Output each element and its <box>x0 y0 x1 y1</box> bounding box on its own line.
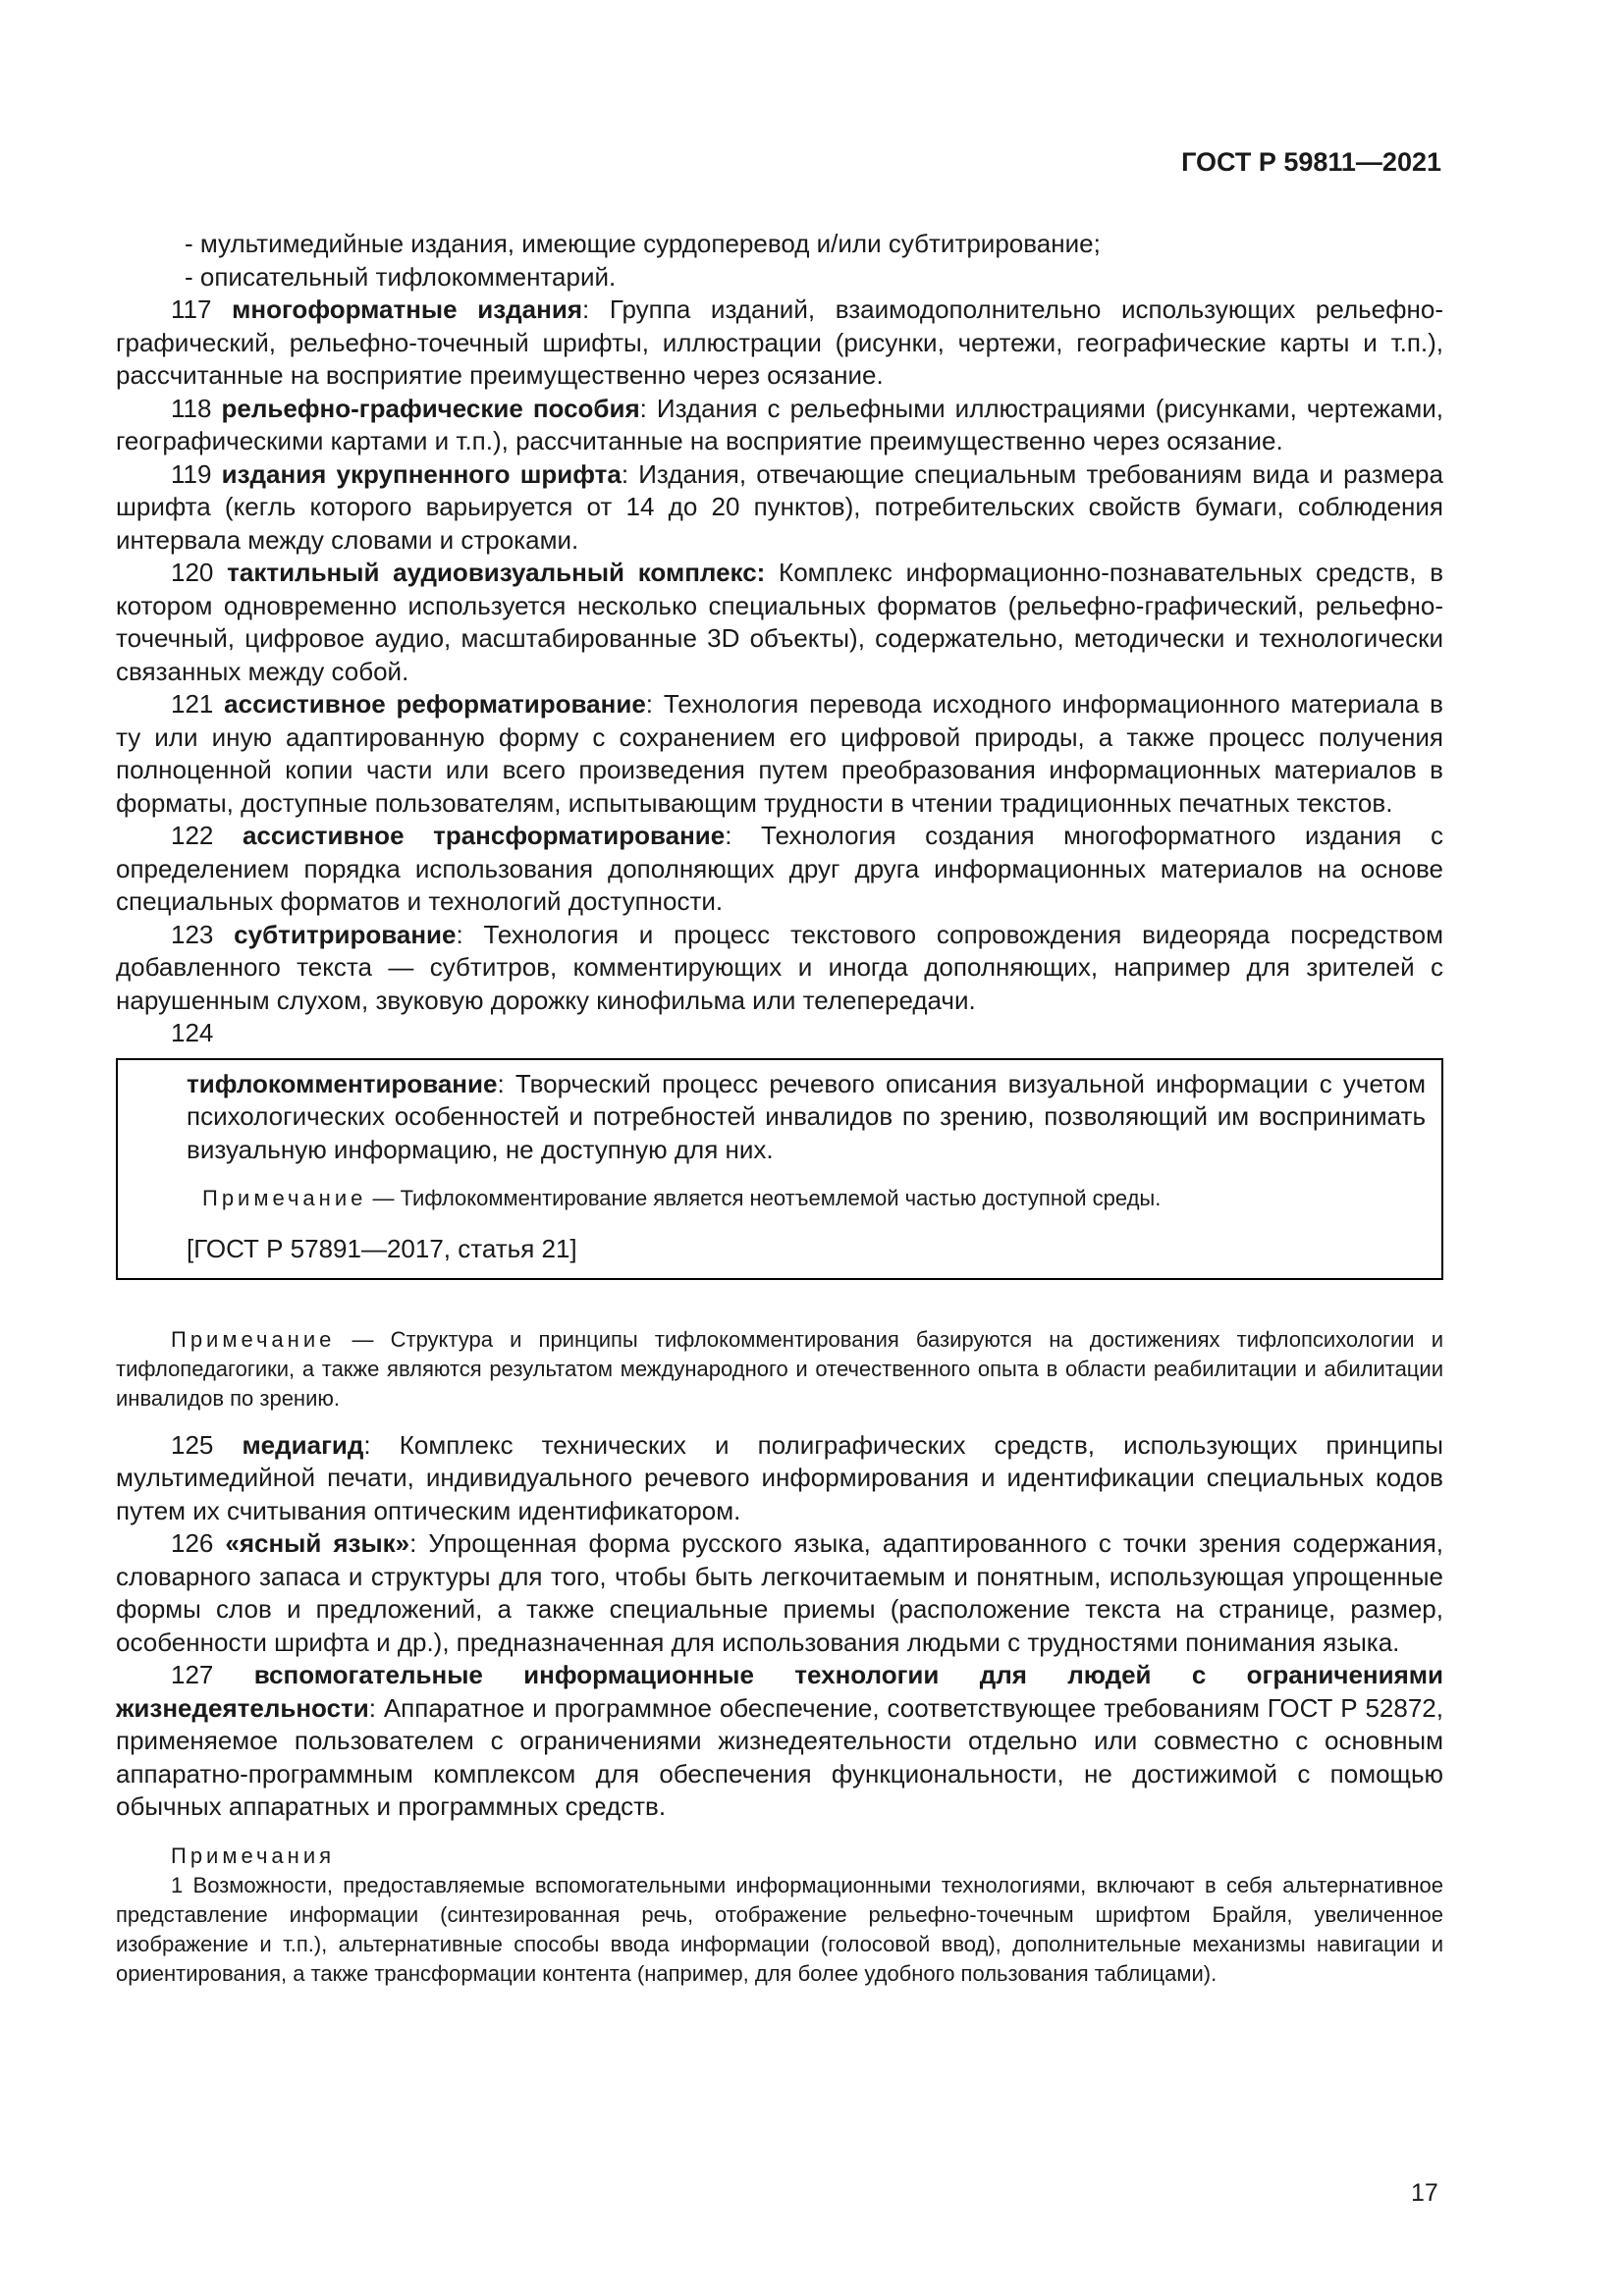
note-text: — Тифлокомментирование является неотъемлемой частью доступной среды. <box>366 1186 1162 1210</box>
page-number: 17 <box>1411 2179 1438 2207</box>
entry-119 <box>116 458 1443 558</box>
entry-definition: : Технология перевода исходного информационного материала в ту или иную адаптированную форму с сохранением его цифровой природы, а также процесс получения полноценной копии части или всего произведения путем преобразования информационных материалов в форматы, доступные пользователям, испытывающим трудности в чтении традиционных печатных текстов. <box>116 689 1443 818</box>
entry-number: 118 <box>171 393 222 423</box>
notes-label: Примечания <box>171 1842 336 1868</box>
entry-125 <box>116 1429 1443 1528</box>
entry-definition: : Технология создания многоформатного издания с определением порядка использования дополняющих друг друга информационных материалов на основе специальных форматов и технологий доступности. <box>116 821 1443 916</box>
entry-123 <box>116 919 1443 1018</box>
entry-term: ассистивное реформатирование <box>224 689 646 719</box>
entry-definition: : Издания с рельефными иллюстрациями (рисунками, чертежами, географическими картами и т.п.), рассчитанные на восприятие преимущественно через осязание. <box>116 393 1443 455</box>
entry-term: издания укрупненного шрифта <box>221 458 622 489</box>
notes-127 <box>116 1842 1443 1989</box>
note-after-124 <box>116 1325 1443 1414</box>
entry-number: 117 <box>171 294 233 324</box>
entry-122 <box>116 820 1443 919</box>
entry-121 <box>116 688 1443 820</box>
entry-definition: : Комплекс технических и полиграфических средств, использующих принципы мультимедийной печати, индивидуального речевого информирования и идентификации специальных кодов путем их считывания оптическим идентификатором. <box>116 1429 1443 1525</box>
note-label: Примечание <box>202 1186 367 1210</box>
document-header-id: ГОСТ Р 59811—2021 <box>1181 147 1441 177</box>
entry-124-box <box>116 1058 1443 1280</box>
entry-127 <box>116 1659 1443 1824</box>
entry-124 <box>187 1068 1426 1167</box>
entry-118 <box>116 393 1443 458</box>
entry-124-note <box>187 1184 1426 1213</box>
entry-124-number: 124 <box>171 1018 214 1047</box>
entry-term: «ясный язык» <box>225 1528 410 1558</box>
entry-term: ассистивное трансформатирование <box>242 821 726 850</box>
entry-term: субтитрирование <box>234 919 457 949</box>
entry-126 <box>116 1527 1443 1659</box>
entry-number: 125 <box>171 1429 243 1460</box>
entry-definition: : Творческий процесс речевого описания визуальной информации с учетом психологических особенностей и потребностей инвалидов по зрению, позволяющий им воспринимать визуальную информацию, не доступную для них. <box>187 1068 1426 1164</box>
entry-number: 122 <box>171 821 243 850</box>
entry-term: многоформатные издания <box>232 294 582 324</box>
entry-definition: Комплекс информационно-познавательных средств, в котором одновременно используется несколько специальных форматов (рельефно-графический, рельефно-точечный, цифровое аудио, масштабированные 3D объекты), содержательно, методически и технологически связанных между собой. <box>116 558 1444 686</box>
entry-number: 123 <box>171 919 235 949</box>
note-text: — Структура и принципы тифлокомментирования базируются на достижениях тифлопсихологии и тифлопедагогики, а также являются результатом международного и отечественного опыта в области реабилитации и абилитации инвалидов по зрению. <box>116 1326 1443 1411</box>
entry-term: медиагид <box>242 1429 364 1460</box>
entry-124-source: [ГОСТ Р 57891—2017, статья 21] <box>187 1234 577 1263</box>
bullet-item: - мультимедийные издания, имеющие сурдоперевод и/или субтитрирование; <box>185 229 1101 258</box>
entry-definition: : Технология и процесс текстового сопровождения видеоряда посредством добавленного текста — субтитров, комментирующих и иногда дополняющих, например для зрителей с нарушенным слухом, звуковую дорожку кинофильма или телепередачи. <box>116 919 1443 1015</box>
entry-number: 119 <box>171 458 222 489</box>
note-label: Примечание <box>171 1326 336 1352</box>
entry-definition: : Аппаратное и программное обеспечение, соответствующее требованиям ГОСТ Р 52872, применяемое пользователем с ограничениями жизнедеятельности отдельно или совместно с основным аппаратно-программным комплексом для обеспечения функциональности, не достижимой с помощью обычных аппаратных и программных средств. <box>116 1692 1443 1821</box>
entry-number: 126 <box>171 1528 226 1558</box>
entry-117 <box>116 294 1443 393</box>
entry-definition: : Группа изданий, взаимодополнительно использующих рельефно-графический, рельефно-точечный шрифты, иллюстрации (рисунки, чертежи, географические карты и т.п.), рассчитанные на восприятие преимущественно через осязание. <box>116 294 1443 390</box>
entry-number: 127 <box>171 1660 254 1689</box>
entry-term: рельефно-графические пособия <box>221 393 640 423</box>
entry-number: 121 <box>171 689 225 719</box>
document-body <box>116 228 1443 1989</box>
entry-number: 120 <box>171 558 228 587</box>
note-item-1: 1 Возможности, предоставляемые вспомогательными информационными технологиями, включают в себя альтернативное представление информации (синтезированная речь, отображение рельефно-точечным шрифтом Брайля, увеличенное изображение и т.п.), альтернативные способы ввода информации (голосовой ввод), дополнительные механизмы навигации и ориентирования, а также трансформации контента (например, для более удобного пользования таблицами). <box>116 1872 1443 1986</box>
entry-definition: : Издания, отвечающие специальным требованиям вида и размера шрифта (кегль которого варьируется от 14 до 20 пунктов), потребительских свойств бумаги, соблюдения интервала между словами и строками. <box>116 458 1443 555</box>
entry-term: тактильный аудиовизуальный комплекс: <box>227 558 766 587</box>
entry-term: тифлокомментирование <box>187 1068 498 1098</box>
bullet-item: - описательный тифлокомментарий. <box>185 261 617 292</box>
entry-120 <box>116 557 1443 688</box>
entry-term: вспомогательные информационные технологии для людей с ограничениями жизнедеятельности <box>116 1660 1443 1723</box>
entry-definition: : Упрощенная форма русского языка, адаптированного с точки зрения содержания, словарного запаса и структуры для того, чтобы быть легкочитаемым и понятным, использующая упрощенные формы слов и предложений, а также специальные приемы (расположение текста на странице, размер, особенности шрифта и др.), предназначенная для использования людьми с трудностями понимания языка. <box>116 1528 1443 1657</box>
